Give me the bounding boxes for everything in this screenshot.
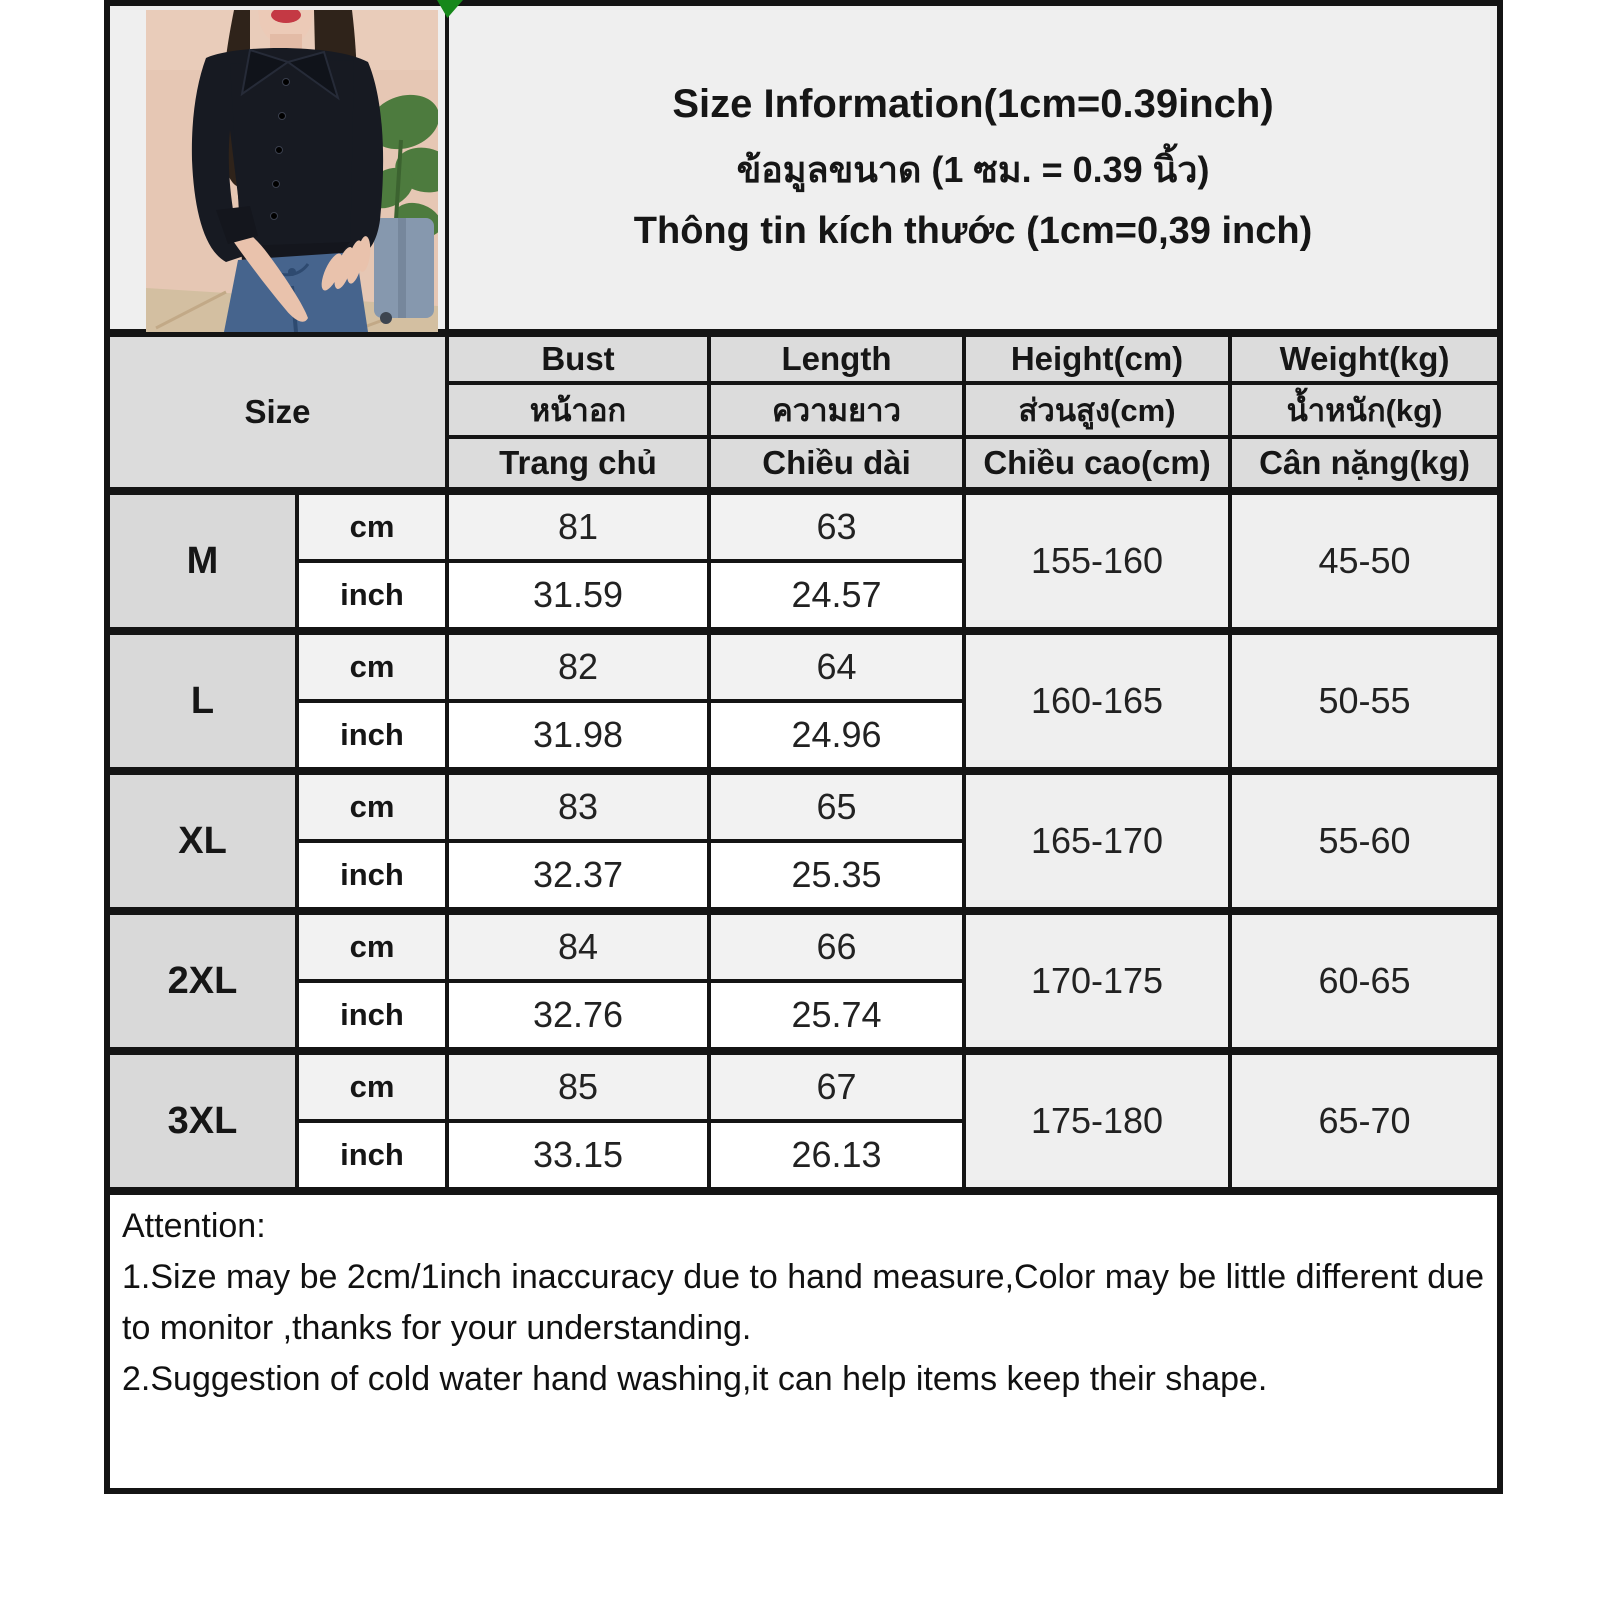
- size-chart-table: [104, 0, 1503, 1494]
- header-weight-en: Weight(kg): [1230, 333, 1500, 383]
- cell-xl-bust-cm: 83: [447, 771, 709, 841]
- unit-cm: cm: [297, 491, 447, 561]
- unit-inch: inch: [297, 1121, 447, 1191]
- header-length-en: Length: [709, 333, 964, 383]
- cell-m-weight: 45-50: [1230, 491, 1500, 631]
- cell-l-bust-inch: 31.98: [447, 701, 709, 771]
- header-bust-vi: Trang chủ: [447, 437, 709, 491]
- cell-3xl-height: 175-180: [964, 1051, 1230, 1191]
- cell-2xl-length-cm: 66: [709, 911, 964, 981]
- cell-l-length-cm: 64: [709, 631, 964, 701]
- cell-l-length-inch: 24.96: [709, 701, 964, 771]
- title-vietnamese: Thông tin kích thước (1cm=0,39 inch): [633, 210, 1313, 252]
- product-photo: [146, 10, 438, 332]
- size-label-2xl: 2XL: [107, 911, 297, 1051]
- header-height-th: ส่วนสูง(cm): [964, 383, 1230, 437]
- cell-xl-height: 165-170: [964, 771, 1230, 911]
- cell-l-bust-cm: 82: [447, 631, 709, 701]
- table-row-3xl-cm: [107, 1051, 1500, 1121]
- cell-3xl-bust-inch: 33.15: [447, 1121, 709, 1191]
- unit-inch: inch: [297, 561, 447, 631]
- unit-cm: cm: [297, 1051, 447, 1121]
- table-row-xl-cm: [107, 771, 1500, 841]
- header-length-vi: Chiều dài: [709, 437, 964, 491]
- header-bust-en: Bust: [447, 333, 709, 383]
- table-row-m-cm: [107, 491, 1500, 561]
- cell-m-bust-inch: 31.59: [447, 561, 709, 631]
- table-row-l-cm: [107, 631, 1500, 701]
- product-photo-cell: [107, 3, 447, 333]
- cell-xl-bust-inch: 32.37: [447, 841, 709, 911]
- title-thai: ข้อมูลขนาด (1 ซม. = 0.39 นิ้ว): [736, 149, 1210, 190]
- table-row-2xl-cm: [107, 911, 1500, 981]
- size-label-m: M: [107, 491, 297, 631]
- cell-m-bust-cm: 81: [447, 491, 709, 561]
- cell-l-height: 160-165: [964, 631, 1230, 771]
- cell-xl-length-cm: 65: [709, 771, 964, 841]
- attention-row: [107, 1191, 1500, 1491]
- top-block-row: [107, 3, 1500, 333]
- header-height-en: Height(cm): [964, 333, 1230, 383]
- attention-note-2: 2.Suggestion of cold water hand washing,it can help items keep their shape.: [122, 1360, 1268, 1398]
- cell-3xl-length-inch: 26.13: [709, 1121, 964, 1191]
- cell-2xl-height: 170-175: [964, 911, 1230, 1051]
- size-corner-header: Size: [107, 333, 447, 491]
- unit-cm: cm: [297, 631, 447, 701]
- cell-3xl-length-cm: 67: [709, 1051, 964, 1121]
- cell-l-weight: 50-55: [1230, 631, 1500, 771]
- title-english: Size Information(1cm=0.39inch): [672, 82, 1274, 126]
- cell-xl-length-inch: 25.35: [709, 841, 964, 911]
- cell-3xl-weight: 65-70: [1230, 1051, 1500, 1191]
- unit-inch: inch: [297, 981, 447, 1051]
- unit-inch: inch: [297, 701, 447, 771]
- cell-xl-weight: 55-60: [1230, 771, 1500, 911]
- cell-2xl-bust-inch: 32.76: [447, 981, 709, 1051]
- model-photo-illustration: [146, 10, 438, 332]
- header-row-english: [107, 333, 1500, 383]
- cell-3xl-bust-cm: 85: [447, 1051, 709, 1121]
- header-height-vi: Chiều cao(cm): [964, 437, 1230, 491]
- header-bust-th: หน้าอก: [447, 383, 709, 437]
- cell-2xl-length-inch: 25.74: [709, 981, 964, 1051]
- attention-note-1: 1.Size may be 2cm/1inch inaccuracy due to hand measure,Color may be little different due to monitor ,thanks for your understanding.: [122, 1258, 1484, 1347]
- header-weight-vi: Cân nặng(kg): [1230, 437, 1500, 491]
- cell-m-height: 155-160: [964, 491, 1230, 631]
- size-label-xl: XL: [107, 771, 297, 911]
- size-label-3xl: 3XL: [107, 1051, 297, 1191]
- title-cell: [447, 3, 1500, 333]
- cell-m-length-inch: 24.57: [709, 561, 964, 631]
- cell-2xl-bust-cm: 84: [447, 911, 709, 981]
- cell-m-length-cm: 63: [709, 491, 964, 561]
- cell-2xl-weight: 60-65: [1230, 911, 1500, 1051]
- unit-cm: cm: [297, 911, 447, 981]
- attention-heading: Attention:: [122, 1207, 266, 1245]
- header-length-th: ความยาว: [709, 383, 964, 437]
- unit-cm: cm: [297, 771, 447, 841]
- size-label-l: L: [107, 631, 297, 771]
- attention-cell: [107, 1191, 1500, 1491]
- header-weight-th: น้ำหนัก(kg): [1230, 383, 1500, 437]
- unit-inch: inch: [297, 841, 447, 911]
